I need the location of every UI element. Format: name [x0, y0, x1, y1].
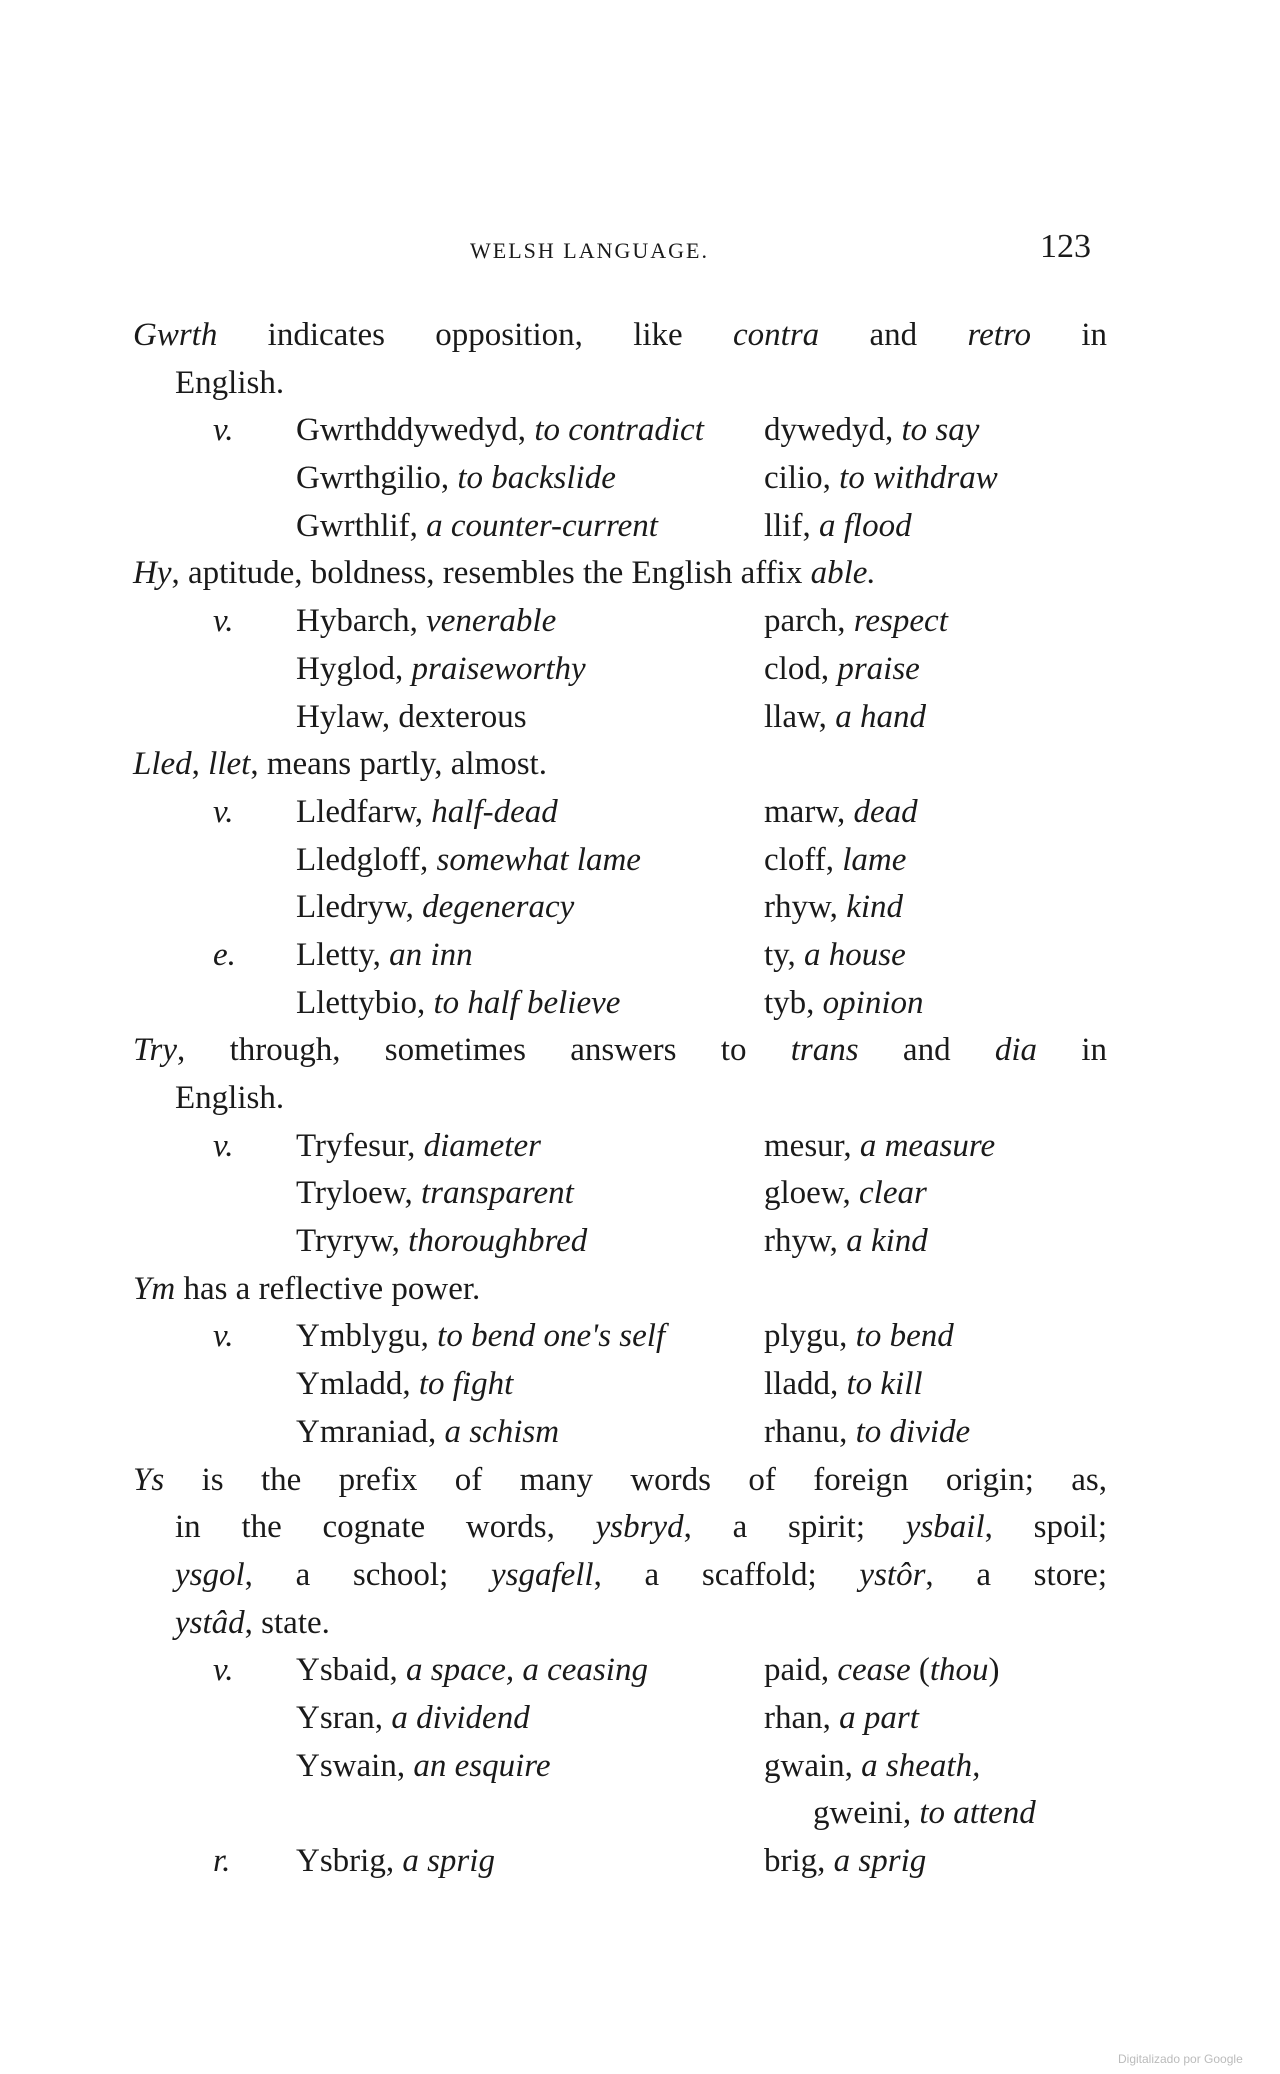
welsh-compound: [296, 503, 658, 551]
text-run: Hybarch,: [296, 603, 427, 640]
text-run: Llettybio,: [296, 984, 434, 1021]
italic-text: a measure: [859, 1127, 996, 1164]
italic-text: retro: [967, 317, 1032, 353]
italic-text: thou: [929, 1652, 989, 1689]
italic-text: diameter: [423, 1127, 541, 1164]
entry-row: [133, 1790, 1107, 1838]
italic-text: a sheath,: [861, 1747, 981, 1784]
welsh-compound: [296, 646, 586, 694]
entry-row: [133, 694, 1107, 742]
welsh-compound: [296, 1218, 587, 1266]
welsh-compound: [296, 1361, 513, 1409]
text-run: Gwrthddywedyd,: [296, 412, 535, 449]
text-run: ,: [191, 746, 209, 783]
entry-row: [133, 1313, 1107, 1361]
paragraph-line: [133, 312, 1107, 360]
welsh-compound: [296, 455, 616, 503]
entry-row: [133, 646, 1107, 694]
text-run: ): [988, 1652, 1000, 1689]
entry-row: [133, 1647, 1107, 1695]
text-run: cloff,: [764, 841, 843, 878]
text-run: paid,: [764, 1652, 838, 1689]
italic-text: Hy: [133, 555, 172, 592]
text-run: Gwrthgilio,: [296, 460, 458, 497]
italic-text: a counter-current: [426, 507, 658, 544]
entry-row: [133, 1838, 1107, 1886]
text-run: rhyw,: [764, 1223, 847, 1260]
text-run: Ymblygu,: [296, 1318, 438, 1355]
text-run: , a scaffold;: [593, 1556, 860, 1593]
root-word: [764, 1218, 928, 1266]
text-run: English.: [175, 1080, 285, 1116]
root-word: [764, 1695, 919, 1743]
italic-text: an esquire: [413, 1747, 551, 1784]
watermark: Digitalizado por Google: [1118, 2052, 1243, 2066]
italic-text: a flood: [819, 507, 912, 544]
text-run: ty,: [764, 936, 805, 973]
root-word: [764, 1743, 980, 1791]
root-word: [764, 407, 979, 455]
root-word: [764, 598, 948, 646]
italic-text: cease: [837, 1652, 911, 1689]
text-run: English.: [175, 364, 285, 401]
welsh-compound: [296, 789, 558, 837]
text-run: Ysbrig,: [296, 1843, 403, 1879]
italic-text: half-dead: [431, 793, 558, 830]
text-run: Ysran,: [296, 1699, 392, 1736]
root-word: [764, 455, 998, 503]
italic-text: a house: [804, 936, 906, 973]
text-run: has a reflective power.: [175, 1270, 481, 1307]
root-word: [764, 1361, 923, 1409]
text-run: , spoil;: [984, 1509, 1107, 1546]
welsh-compound: [296, 1838, 495, 1886]
paragraph-line: [133, 1027, 1107, 1075]
italic-text: Try: [133, 1032, 178, 1069]
italic-text: respect: [853, 603, 948, 640]
root-word: [764, 503, 912, 551]
welsh-compound: [296, 980, 620, 1028]
text-run: Ysbaid,: [296, 1652, 406, 1689]
text-run: llaw,: [764, 698, 836, 735]
italic-text: thoroughbred: [408, 1223, 588, 1260]
italic-text: degeneracy: [422, 889, 575, 926]
italic-text: praiseworthy: [411, 650, 586, 687]
text-run: Hylaw, dexterous: [296, 698, 527, 735]
text-run: gweini,: [813, 1795, 920, 1832]
entry-row: [133, 503, 1107, 551]
italic-text: to backslide: [457, 460, 616, 497]
entry-row: [133, 1123, 1107, 1171]
entry-row: [133, 1218, 1107, 1266]
italic-text: venerable: [426, 603, 557, 640]
root-word: [764, 932, 906, 980]
text-run: , a spirit;: [683, 1509, 906, 1546]
welsh-compound: [296, 694, 527, 742]
paragraph-line: [133, 741, 1107, 789]
italic-text: a kind: [846, 1223, 928, 1260]
paragraph-line: [133, 1457, 1107, 1505]
italic-text: clear: [859, 1175, 927, 1212]
entry-marker: v.: [213, 412, 234, 449]
text-run: llif,: [764, 507, 819, 544]
text-run: lladd,: [764, 1366, 847, 1403]
italic-text: trans: [790, 1032, 859, 1069]
italic-text: Gwrth: [133, 317, 218, 353]
italic-text: a schism: [444, 1413, 560, 1450]
entry-row: [133, 980, 1107, 1028]
root-word: [764, 646, 920, 694]
page-number: 123: [1040, 228, 1091, 265]
italic-text: transparent: [421, 1175, 574, 1212]
italic-text: to kill: [846, 1366, 923, 1403]
entry-row: [133, 598, 1107, 646]
text-run: cilio,: [764, 460, 840, 497]
entry-marker: v.: [213, 1652, 234, 1689]
text-run: (: [910, 1652, 930, 1689]
text-run: Gwrthlif,: [296, 507, 427, 544]
paragraph-line: [133, 1266, 1107, 1314]
root-word: [764, 1123, 995, 1171]
text-run: rhyw,: [764, 889, 847, 926]
root-word: [764, 837, 906, 885]
text-run: plygu,: [764, 1318, 856, 1355]
text-run: Lledgloff,: [296, 841, 437, 878]
entry-marker: e.: [213, 936, 236, 973]
italic-text: dead: [853, 793, 918, 830]
welsh-compound: [296, 1409, 559, 1457]
root-word: [764, 1647, 1000, 1695]
running-title: WELSH LANGUAGE.: [470, 238, 709, 263]
welsh-compound: [296, 837, 641, 885]
italic-text: a part: [839, 1699, 919, 1736]
text-run: Ymladd,: [296, 1366, 419, 1403]
paragraph-line: [133, 1600, 1107, 1648]
entry-marker: v.: [213, 793, 234, 830]
italic-text: to half believe: [433, 984, 621, 1021]
text-run: Tryfesur,: [296, 1127, 424, 1164]
text-run: and: [819, 317, 968, 353]
text-run: , a school;: [244, 1556, 491, 1593]
paragraph-line: [133, 1075, 1107, 1123]
text-run: indicates opposition, like: [217, 317, 733, 353]
italic-text: kind: [846, 889, 904, 926]
root-word: [813, 1790, 1036, 1838]
italic-text: Ys: [133, 1461, 165, 1498]
text-run: gwain,: [764, 1747, 862, 1784]
text-run: dywedyd,: [764, 412, 902, 449]
entry-row: [133, 884, 1107, 932]
text-run: Lletty,: [296, 936, 390, 973]
italic-text: praise: [837, 650, 920, 687]
italic-text: a hand: [835, 698, 926, 735]
text-run: in: [1037, 1032, 1107, 1069]
text-run: parch,: [764, 603, 854, 640]
italic-text: to divide: [855, 1413, 971, 1450]
root-word: [764, 694, 926, 742]
text-run: is the prefix of many words of foreign origin; as,: [164, 1461, 1107, 1498]
italic-text: to bend one's self: [437, 1318, 666, 1355]
welsh-compound: [296, 407, 704, 455]
entry-row: [133, 1695, 1107, 1743]
welsh-compound: [296, 598, 556, 646]
text-run: , a store;: [925, 1556, 1107, 1593]
italic-text: a dividend: [391, 1699, 530, 1736]
text-run: in the cognate words,: [175, 1509, 596, 1546]
italic-text: to fight: [418, 1366, 514, 1403]
text-run: Tryryw,: [296, 1223, 409, 1260]
paragraph-line: [133, 550, 1107, 598]
italic-text: Lled: [133, 746, 192, 783]
entry-marker: v.: [213, 603, 234, 640]
italic-text: Ym: [133, 1270, 176, 1307]
italic-text: a space, a ceasing: [406, 1652, 648, 1689]
text-run: in: [1031, 317, 1107, 353]
root-word: [764, 1170, 927, 1218]
text-run: , state.: [244, 1604, 330, 1641]
italic-text: ystôr: [859, 1556, 926, 1593]
welsh-compound: [296, 884, 574, 932]
italic-text: able.: [810, 555, 876, 592]
welsh-compound: [296, 1170, 574, 1218]
italic-text: dia: [994, 1032, 1038, 1069]
entry-row: [133, 1170, 1107, 1218]
italic-text: a sprig: [402, 1843, 495, 1879]
entry-row: [133, 407, 1107, 455]
page-header: [0, 228, 1280, 272]
welsh-compound: [296, 1743, 551, 1791]
italic-text: to contradict: [534, 412, 704, 449]
text-run: brig,: [764, 1843, 834, 1879]
text-run: , through, sometimes answers to: [177, 1032, 791, 1069]
italic-text: to withdraw: [839, 460, 998, 497]
root-word: [764, 1313, 954, 1361]
text-run: rhanu,: [764, 1413, 856, 1450]
italic-text: to bend: [855, 1318, 954, 1355]
text-run: and: [858, 1032, 995, 1069]
paragraph-line: [133, 360, 1107, 408]
text-run: Lledryw,: [296, 889, 423, 926]
text-run: Hyglod,: [296, 650, 412, 687]
entry-row: [133, 1409, 1107, 1457]
italic-text: ysbail: [905, 1509, 985, 1546]
paragraph-line: [133, 1504, 1107, 1552]
root-word: [764, 884, 903, 932]
entry-marker: r.: [213, 1843, 231, 1879]
entry-row: [133, 1743, 1107, 1791]
text-run: mesur,: [764, 1127, 860, 1164]
entry-marker: v.: [213, 1318, 234, 1355]
welsh-compound: [296, 932, 473, 980]
text-run: Yswain,: [296, 1747, 414, 1784]
text-run: , means partly, almost.: [250, 746, 547, 783]
entry-marker: v.: [213, 1127, 234, 1164]
welsh-compound: [296, 1123, 541, 1171]
entry-row: [133, 455, 1107, 503]
italic-text: an inn: [389, 936, 473, 973]
text-run: Ymraniad,: [296, 1413, 445, 1450]
italic-text: somewhat lame: [436, 841, 641, 878]
welsh-compound: [296, 1647, 648, 1695]
text-run: Lledfarw,: [296, 793, 432, 830]
text-run: gloew,: [764, 1175, 860, 1212]
italic-text: lame: [842, 841, 907, 878]
text-run: tyb,: [764, 984, 823, 1021]
text-run: marw,: [764, 793, 854, 830]
text-run: Tryloew,: [296, 1175, 421, 1212]
root-word: [764, 980, 924, 1028]
italic-text: contra: [733, 317, 820, 353]
text-run: , aptitude, boldness, resembles the English affix: [171, 555, 811, 592]
text-run: rhan,: [764, 1699, 840, 1736]
italic-text: to say: [901, 412, 980, 449]
page-body: [133, 312, 1107, 1886]
italic-text: opinion: [822, 984, 924, 1021]
italic-text: ysgol: [175, 1556, 245, 1593]
italic-text: to attend: [919, 1795, 1036, 1832]
entry-row: [133, 789, 1107, 837]
italic-text: ysgafell: [490, 1556, 594, 1593]
welsh-compound: [296, 1313, 665, 1361]
root-word: [764, 1409, 970, 1457]
italic-text: ysbryd: [595, 1509, 684, 1546]
italic-text: llet: [208, 746, 251, 783]
root-word: [764, 789, 918, 837]
paragraph-line: [133, 1552, 1107, 1600]
italic-text: ystâd: [175, 1604, 245, 1641]
entry-row: [133, 932, 1107, 980]
welsh-compound: [296, 1695, 530, 1743]
entry-row: [133, 1361, 1107, 1409]
root-word: [764, 1838, 926, 1886]
text-run: clod,: [764, 650, 838, 687]
entry-row: [133, 837, 1107, 885]
italic-text: a sprig: [833, 1843, 927, 1879]
